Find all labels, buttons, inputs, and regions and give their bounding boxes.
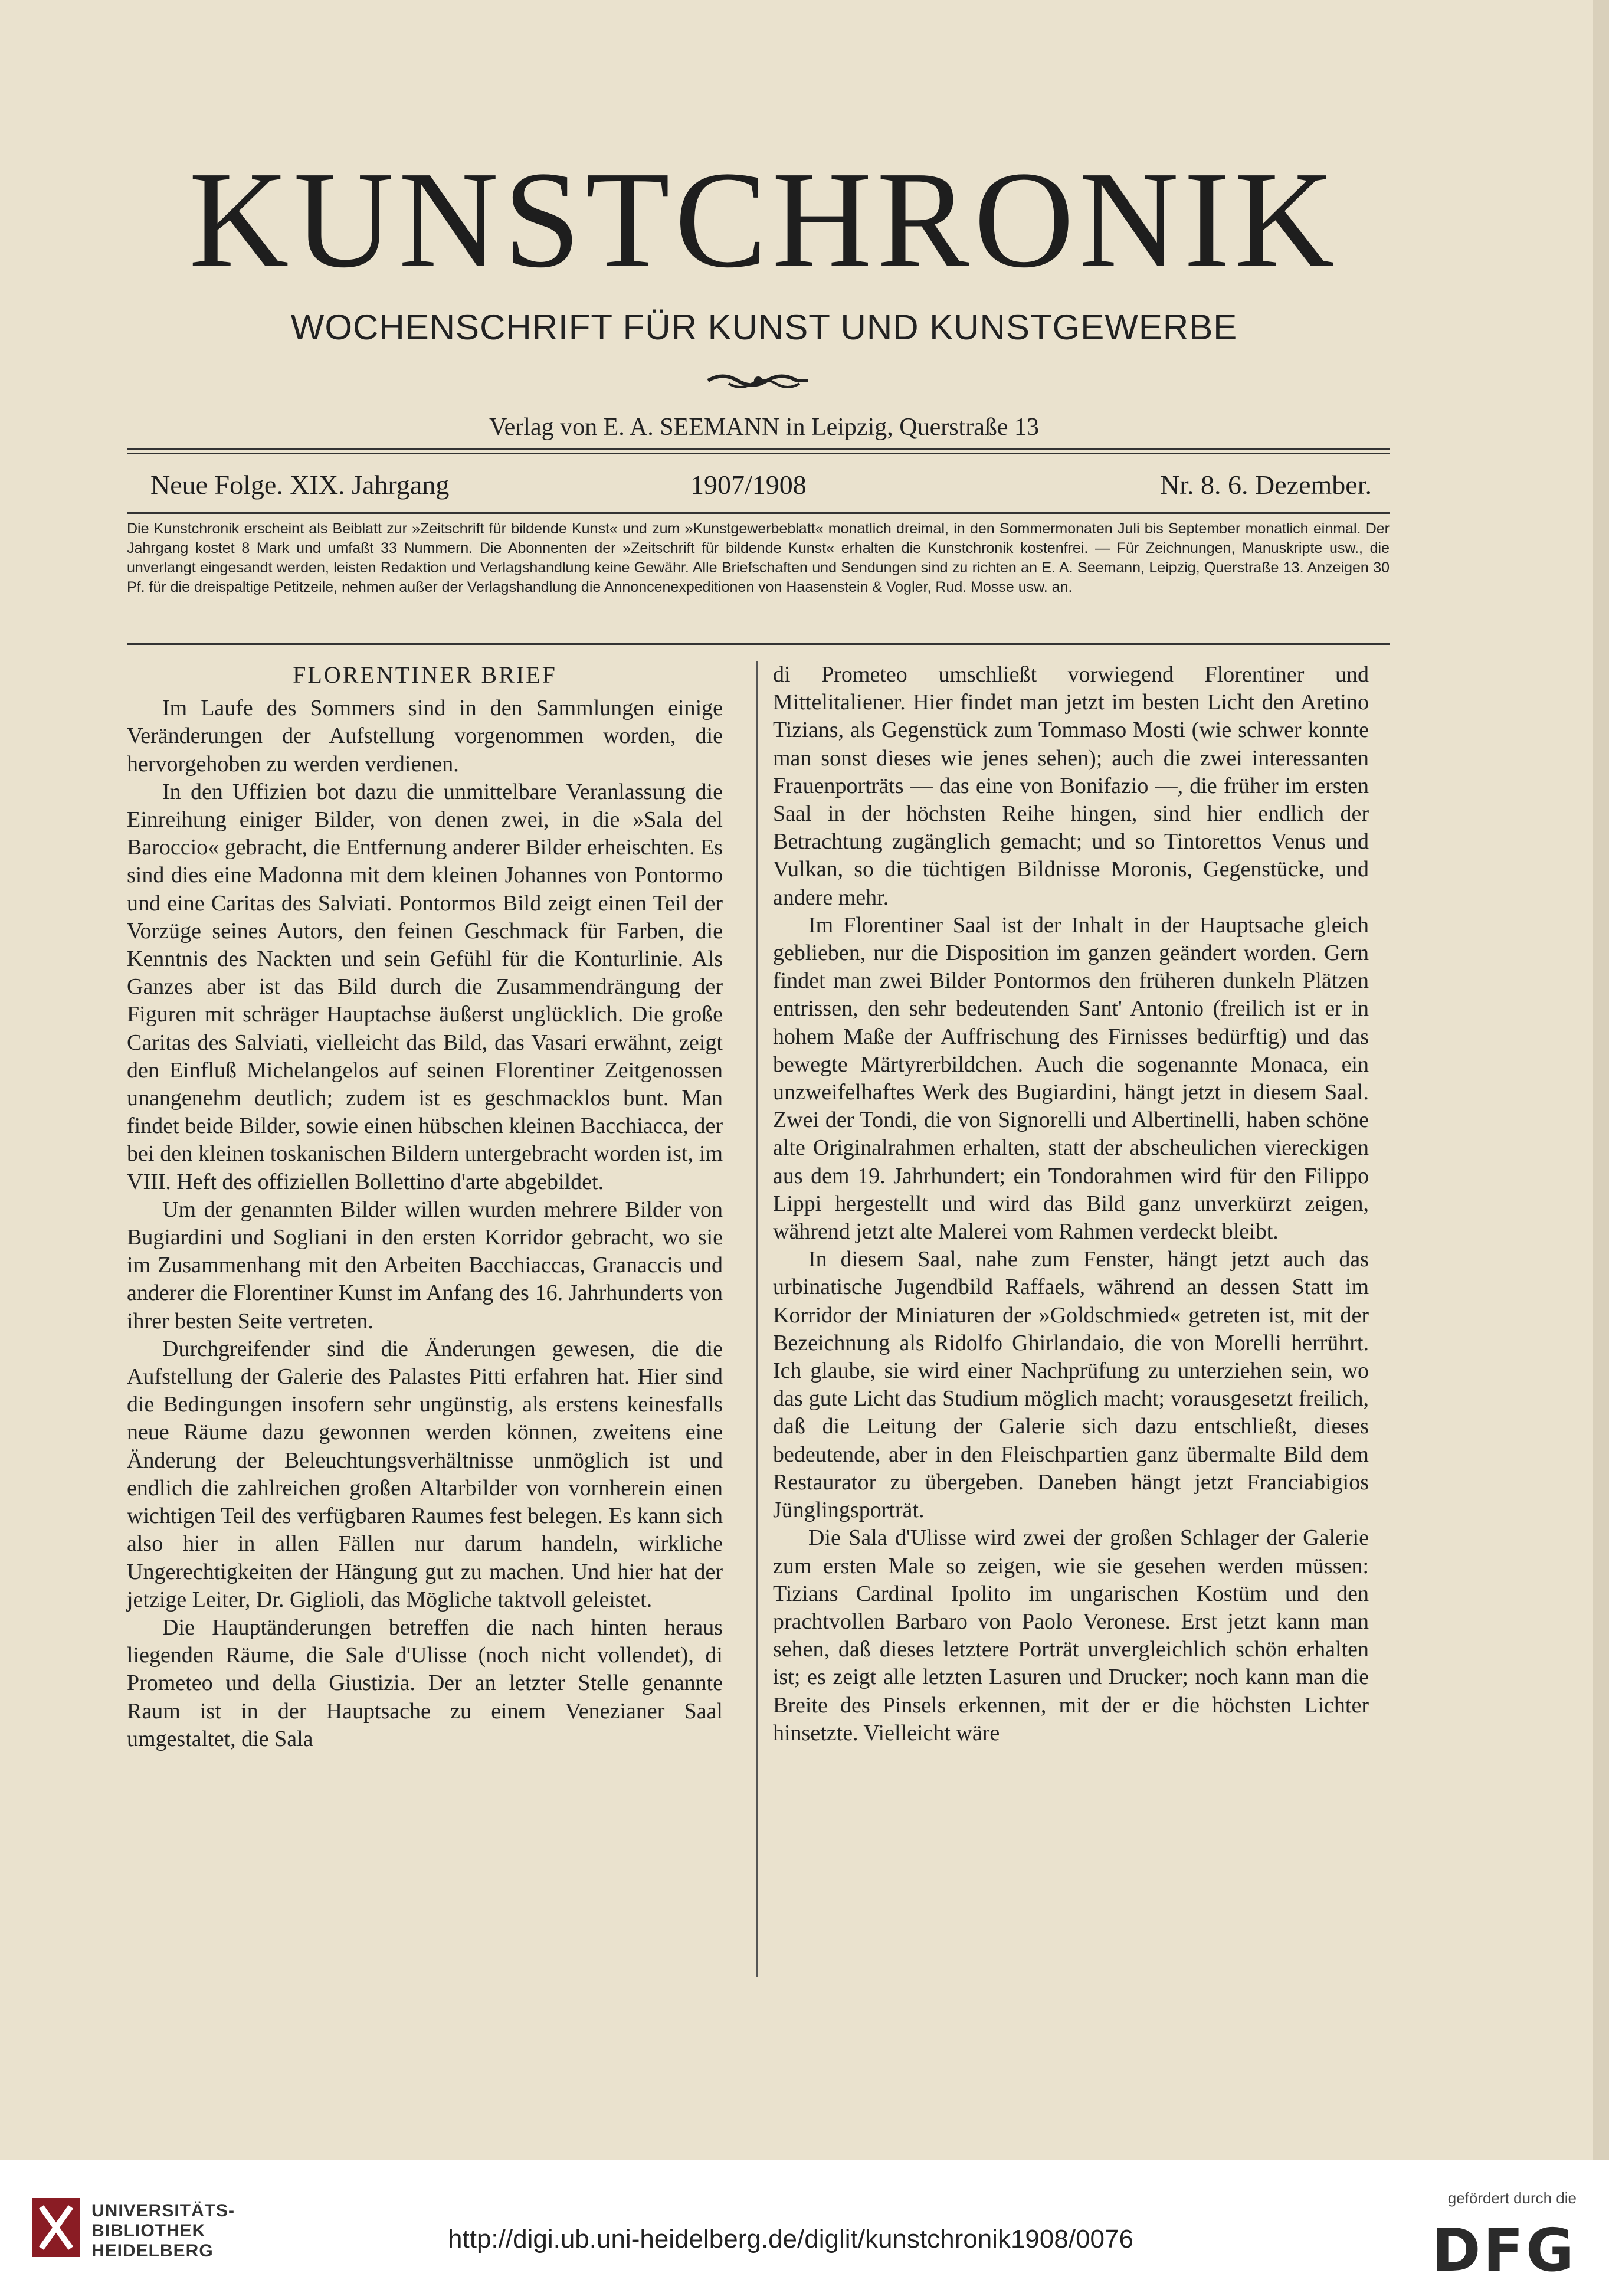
journal-title: KUNSTCHRONIK [189, 143, 1339, 296]
paragraph: di Prometeo umschließt vorwiegend Florentiner und Mittelitaliener. Hier findet man jetzt im besten Licht den Aretino Tizians, als Gegenstück zum Tommaso Mosti (wie schwer konnte man sonst dieses wie jenes sehen); auch die zwei interessanten Frauenporträts — das eine von Bonifazio —, die früher im ersten Saal in der höchsten Reihe hingen, sind hier endlich der Betrachtung zugänglich gemacht; und so Tintorettos Venus und Vulkan, so die tüchtigen Bildnisse Moronis, Gegenstücke, und andere mehr. [773, 662, 1369, 910]
publisher-line: Verlag von E. A. SEEMANN in Leipzig, Querstraße 13 [489, 414, 1039, 441]
library-name-line: HEIDELBERG [91, 2241, 214, 2261]
masthead-rule [127, 448, 1390, 450]
notice-rule [127, 643, 1390, 645]
text-column-left [127, 661, 723, 1753]
paragraph: Im Laufe des Sommers sind in den Sammlungen einige Veränderungen der Aufstellung vorgenommen worden, die hervorgehoben zu werden verdienen. [127, 696, 723, 777]
paragraph: In diesem Saal, nahe zum Fenster, hängt jetzt auch das urbinatische Jugendbild Raffaels, während an dessen Statt im Korridor der Miniaturen der »Goldschmied« getreten ist, mit der Bezeichnung als Ridolfo Ghirlandaio, die von Morelli herrührt. Ich glaube, sie wird einer Nachprüfung zu unterziehen sein, wo das gute Licht das Studium möglich macht; vorausgesetzt freilich, daß die Leitung der Galerie sich dazu entschließt, dieses bedeutende, aber in den Fleischpartien ganz übermalte Bild dem Restaurator zu übergeben. Daneben hängt jetzt Franciabigios Jünglingsporträt. [773, 1247, 1369, 1523]
paragraph: Im Florentiner Saal ist der Inhalt in der Hauptsache gleich geblieben, nur die Disposition im ganzen geändert worden. Gern findet man zwei Bilder Pontormos den früheren dunkeln Plätzen entrissen, den sehr bedeutenden Sant' Antonio (freilich ist er in hohem Maße der Auffrischung des Firnisses bedürftig) und das bewegte Märtyrerbildchen. Auch die sogenannte Monaca, ein unzweifelhaftes Werk des Bugiardini, hängt jetzt in diesem Saal. Zwei der Tondi, die von Signorelli und Albertinelli, haben schöne alte Originalrahmen erhalten, statt der abscheulichen viereckigen aus dem 19. Jahrhundert; ein Tondorahmen wird für den Filippo Lippi hergestellt und wird das Bild ganz unverkürzt zeigen, während jetzt alte Malerei vom Rahmen verdeckt bleibt. [773, 912, 1369, 1244]
issue-rule [127, 512, 1390, 514]
library-name [91, 2201, 235, 2261]
text-column-right [773, 661, 1369, 1747]
journal-subtitle: WOCHENSCHRIFT FÜR KUNST UND KUNSTGEWERBE [290, 307, 1238, 347]
source-url-link[interactable]: http://digi.ub.uni-heidelberg.de/diglit/kunstchronik1908/0076 [448, 2225, 1133, 2254]
paragraph: In den Uffizien bot dazu die unmittelbare Veranlassung die Einreihung einiger Bilder, von denen zwei, in die »Sala del Baroccio« gebracht, die Entfernung anderer Bilder erheischten. Es sind dies eine Madonna mit dem kleinen Johannes von Pontormo und eine Caritas des Salviati. Pontormos Bild zeigt einen Teil der Vorzüge seines Autors, den feinen Geschmack für Farben, die Kenntnis des Nackten und sein Gefühl für die Konturlinie. Als Ganzes aber ist das Bild durch die Zusammendrängung der Figuren mit schräger Hauptachse äußerst unglücklich. Die große Caritas des Salviati, vielleicht das Bild, das Vasari erwähnt, zeigt den Einfluß Michelangelos auf seinen Florentiner Zeitgenossen unangenehm deutlich; zudem ist es geschmacklos bunt. Man findet beide Bilder, sowie einen hübschen kleinen Bacchiacca, der bei den kleinen toskanischen Bildern untergebracht worden ist, im VIII. Heft des offiziellen Bollettino d'arte abgebildet. [127, 779, 723, 1194]
scan-edge [1593, 0, 1609, 2160]
article-title: FLORENTINER BRIEF [293, 661, 557, 688]
issue-year: 1907/1908 [690, 470, 807, 500]
column-divider [756, 661, 758, 1977]
ornament-divider-icon [705, 366, 811, 395]
issue-number: Nr. 8. 6. Dezember. [1160, 470, 1372, 500]
paragraph: Um der genannten Bilder willen wurden mehrere Bilder von Bugiardini und Sogliani in den ersten Korridor gebracht, wo sie im Zusammenhang mit den Arbeiten Bacchiaccas, Granaccis und anderer die Florentiner Kunst im Anfang des 16. Jahrhunderts von ihrer besten Seite vertreten. [127, 1197, 723, 1334]
university-library-logo-icon [30, 2195, 83, 2260]
paragraph: Die Hauptänderungen betreffen die nach hinten heraus liegenden Räume, die Sale d'Ulisse (noch nicht vollendet), di Prometeo und della Giustizia. Der an letzter Stelle genannte Raum ist in der Hauptsache zu einem Venezianer Saal umgestaltet, die Sala [127, 1614, 723, 1751]
paragraph: Durchgreifender sind die Änderungen gewesen, die die Aufstellung der Galerie des Palastes Pitti erfahren hat. Hier sind die Bedingungen insofern sehr ungünstig, als erstens keinesfalls neue Räume dazu gewonnen werden können, zweitens eine Änderung der Beleuchtungsverhältnisse unmöglich ist und endlich die zahlreichen großen Altarbilder von vornherein einen wichtigen Teil des verfügbaren Raumes fest belegen. Es kann sich also hier in allen Fällen nur darum handeln, wirkliche Ungerechtigkeiten der Hängung gut zu machen. Und hier hat der jetzige Leiter, Dr. Giglioli, das Mögliche taktvoll geleistet. [127, 1336, 723, 1612]
library-name-line: UNIVERSITÄTS- [91, 2201, 235, 2220]
digitization-footer [0, 2160, 1609, 2296]
dfg-logo: DFG [1431, 2216, 1577, 2285]
subscription-notice: Die Kunstchronik erscheint als Beiblatt zur »Zeitschrift für bildende Kunst« und zum »Kunstgewerbeblatt« monatlich dreimal, in den Sommermonaten Juli bis September monatlich einmal. Der Jahrgang kostet 8 Mark und umfaßt 33 Nummern. Die Abonnenten der »Zeitschrift für bildende Kunst« erhalten die Kunstchronik kostenfrei. — Für Zeichnungen, Manuskripte usw., die unverlangt eingesandt werden, leisten Redaktion und Verlagshandlung keine Gewähr. Alle Briefschaften und Sendungen sind zu richten an E. A. Seemann, Leipzig, Querstraße 13. Anzeigen 30 Pf. für die dreispaltige Petitzeile, nehmen außer der Verlagshandlung die Annoncenexpeditionen von Haasenstein & Vogler, Rud. Mosse usw. an. [127, 520, 1390, 595]
paragraph: Die Sala d'Ulisse wird zwei der großen Schlager der Galerie zum ersten Male so zeigen, wie sie gesehen werden müssen: Tizians Cardinal Ipolito im ungarischen Kostüm und den prachtvollen Barbaro von Paolo Veronese. Erst jetzt kann man sehen, daß dieses letztere Porträt unvergleichlich schön erhalten ist; es zeigt alle letzten Lasuren und Drucker; noch kann man die Breite des Pinsels erkennen, mit der er die höchsten Lichter hinsetzte. Vielleicht wäre [773, 1525, 1369, 1745]
issue-series: Neue Folge. XIX. Jahrgang [150, 470, 450, 500]
funder-label: gefördert durch die [1447, 2189, 1577, 2207]
masthead-rule-thin [127, 453, 1390, 454]
issue-bar [150, 469, 1372, 505]
library-name-line: BIBLIOTHEK [91, 2221, 206, 2241]
